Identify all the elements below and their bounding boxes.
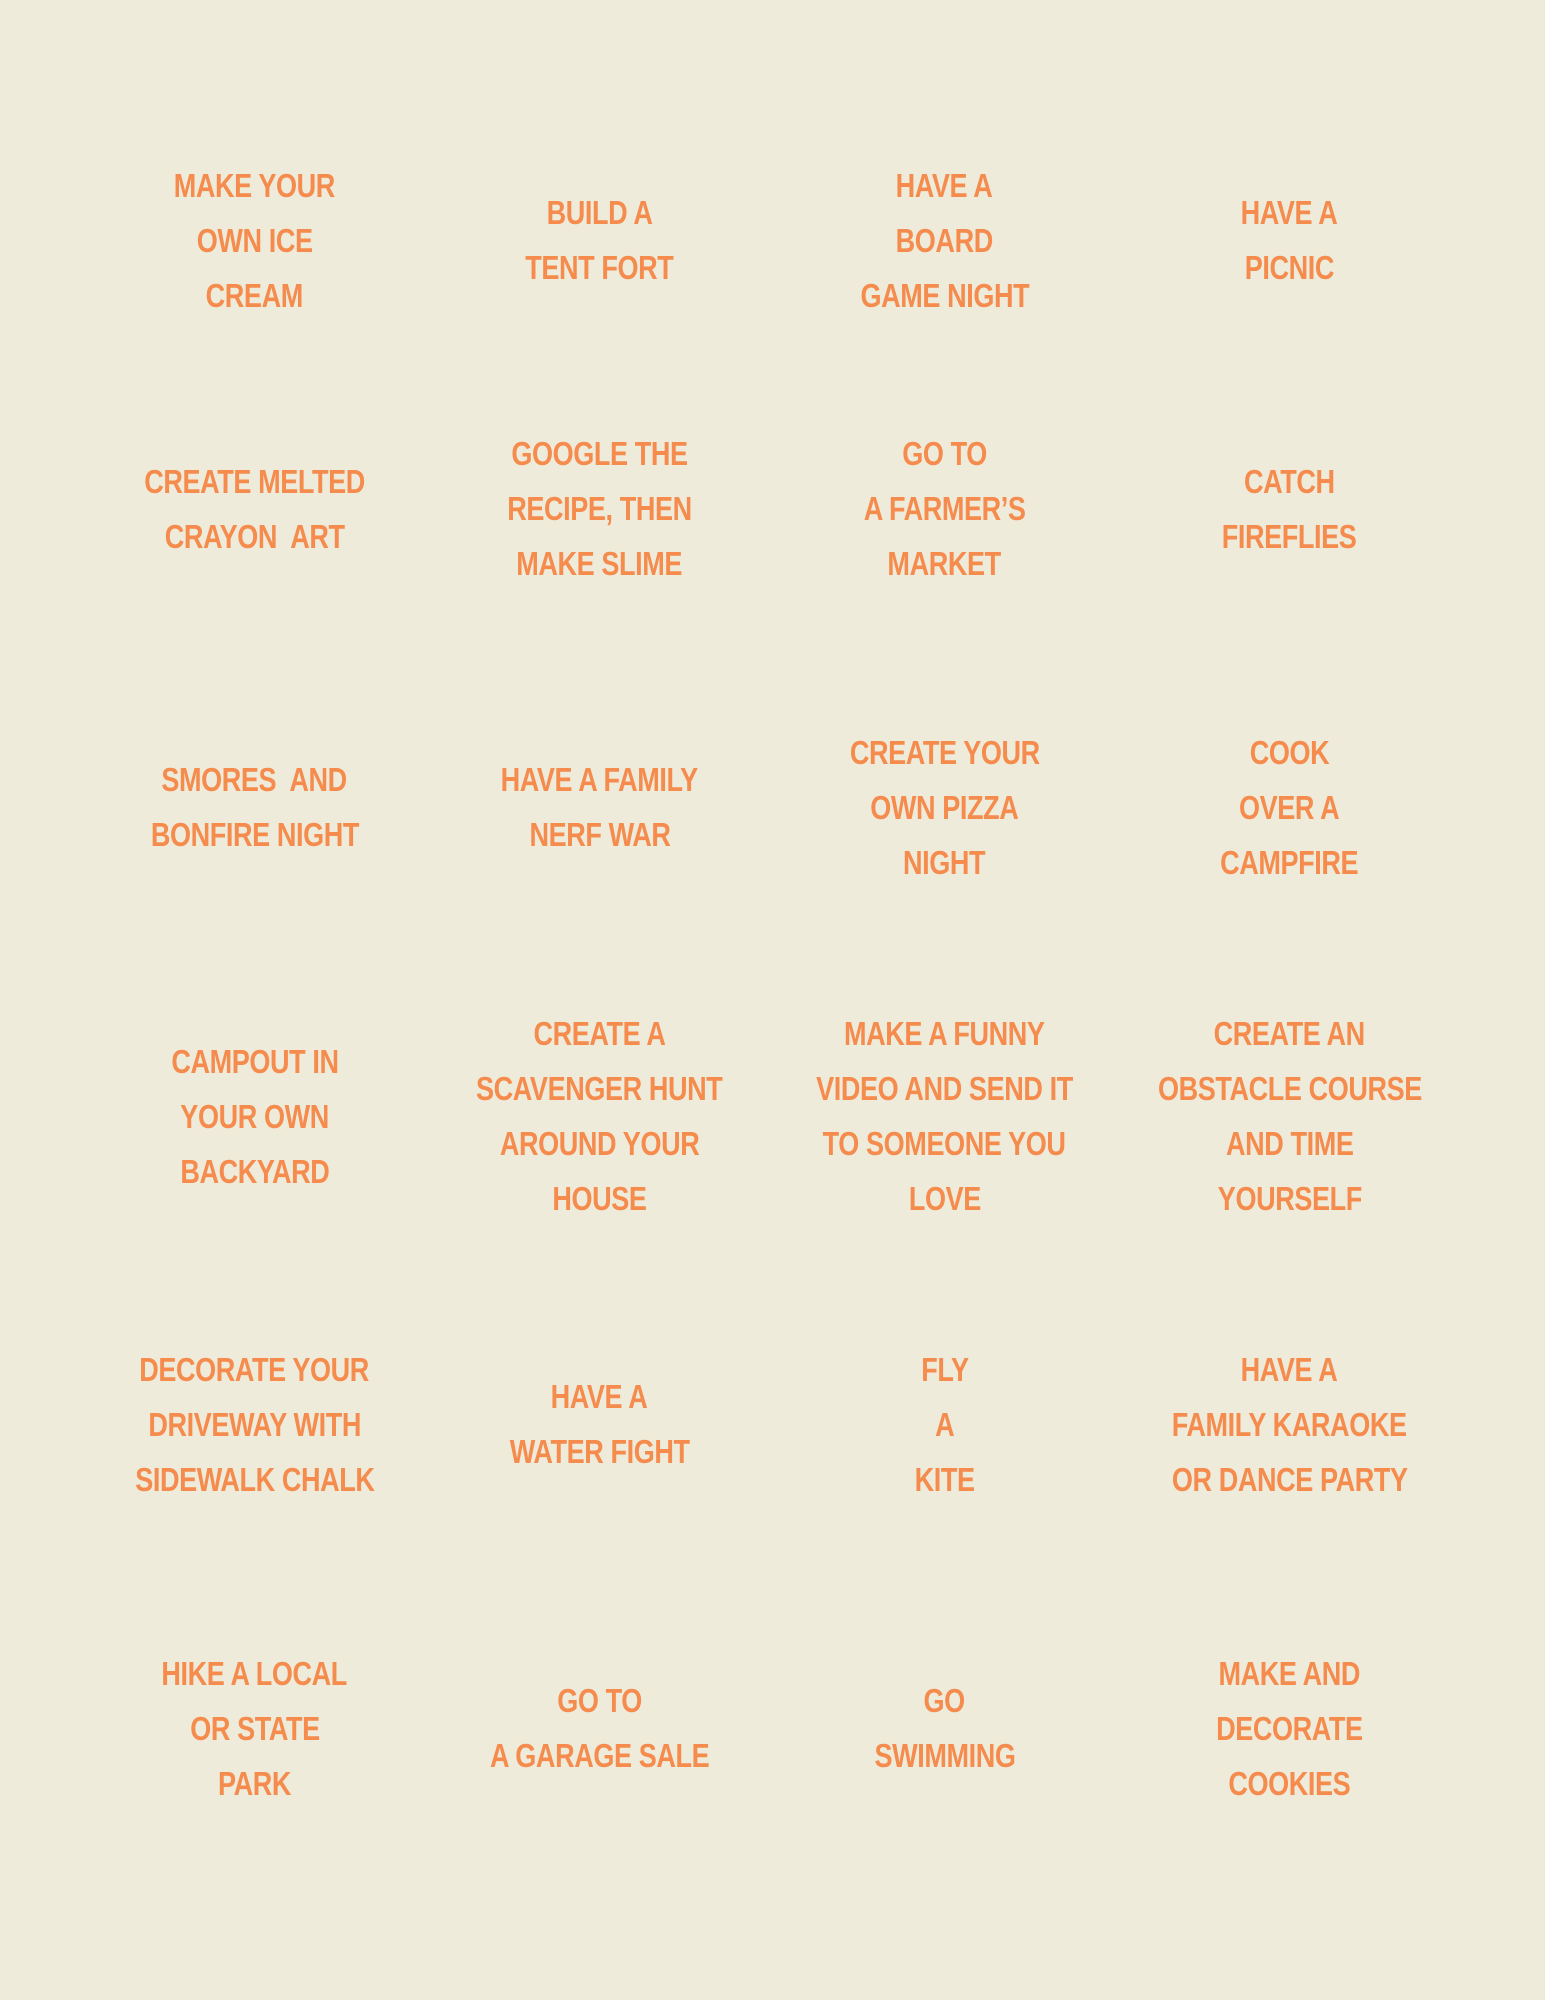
activity-text-line: GO TO (902, 435, 987, 472)
activity-card-crayon-art (82, 360, 427, 657)
activity-text-line: GOOGLE THE (511, 435, 688, 472)
activity-text-line: CREATE A (533, 1015, 666, 1052)
activity-text-line: VIDEO AND SEND IT (816, 1070, 1073, 1107)
activity-text-line: MAKE A FUNNY (844, 1015, 1045, 1052)
activity-text-line: OR STATE (189, 1709, 320, 1747)
activity-card-slime (427, 360, 772, 657)
activity-text-line: HAVE A (1241, 1350, 1338, 1388)
activity-text-line: OR DANCE PARTY (1171, 1460, 1408, 1498)
activity-card-karaoke-dance-party (1117, 1275, 1462, 1573)
activity-text-line: HAVE A (896, 166, 993, 204)
activity-card-hike-park (82, 1573, 427, 1883)
activity-text-line: CREATE YOUR (849, 733, 1040, 771)
activity-text-line: GO (923, 1682, 966, 1719)
activity-text-line: GAME NIGHT (860, 276, 1029, 314)
activity-text-line: MAKE YOUR (173, 166, 336, 204)
activity-text-line: A GARAGE SALE (489, 1737, 710, 1774)
activity-text-line: AROUND YOUR (499, 1125, 700, 1162)
activity-text-line: FAMILY KARAOKE (1172, 1405, 1407, 1443)
activity-text-line: WATER FIGHT (509, 1433, 690, 1470)
activity-card-farmers-market (772, 360, 1117, 657)
activity-text-line: FIREFLIES (1222, 517, 1357, 555)
activity-card-pizza-night (772, 657, 1117, 957)
activity-text-line: CAMPFIRE (1220, 843, 1359, 881)
activity-text-line: RECIPE, THEN (507, 490, 692, 527)
activity-text-line: SIDEWALK CHALK (134, 1460, 375, 1498)
activity-text-line: BACKYARD (179, 1152, 330, 1190)
activity-text-line: CREATE AN (1213, 1015, 1366, 1052)
activity-text-line: A FARMER’S (863, 490, 1026, 527)
activity-card-garage-sale (427, 1573, 772, 1883)
activity-text-line: OWN PIZZA (870, 788, 1019, 826)
activity-text-line: CATCH (1244, 462, 1335, 500)
activity-card-make-ice-cream (82, 120, 427, 360)
activity-card-bonfire-night (82, 657, 427, 957)
activity-text-line: TO SOMEONE YOU (823, 1125, 1066, 1162)
activity-text-line: COOKIES (1228, 1764, 1351, 1802)
activity-text-line: COOK (1249, 733, 1330, 771)
activity-text-line: BONFIRE NIGHT (150, 816, 359, 853)
activity-text-line: OBSTACLE COURSE (1157, 1070, 1422, 1107)
activity-text-line: OWN ICE (196, 221, 313, 259)
activity-text-line: CRAYON ART (164, 517, 345, 555)
activity-text-line: DRIVEWAY WITH (148, 1405, 361, 1443)
activity-text-line: YOURSELF (1217, 1180, 1362, 1217)
activity-text-line: DECORATE (1216, 1709, 1363, 1747)
activity-card-picnic (1117, 120, 1462, 360)
activity-card-campfire (1117, 657, 1462, 957)
activity-text-line: MAKE SLIME (516, 545, 683, 582)
activity-text-line: GO TO (557, 1682, 642, 1719)
activity-text-line: LOVE (908, 1180, 981, 1217)
activity-card-funny-video (772, 957, 1117, 1275)
activity-text-line: HAVE A (1241, 194, 1338, 231)
activity-text-line: OVER A (1239, 788, 1340, 826)
activity-text-line: SCAVENGER HUNT (476, 1070, 723, 1107)
activity-card-water-fight (427, 1275, 772, 1573)
activity-text-line: A (934, 1405, 955, 1443)
activity-card-sidewalk-chalk (82, 1275, 427, 1573)
activity-text-line: MAKE AND (1218, 1654, 1361, 1692)
activity-text-line: AND TIME (1225, 1125, 1354, 1162)
activity-card-obstacle-course (1117, 957, 1462, 1275)
activity-text-line: MARKET (887, 545, 1002, 582)
activity-text-line: HAVE A (551, 1378, 648, 1415)
activity-text-line: SMORES AND (161, 761, 348, 798)
activity-card-scavenger-hunt (427, 957, 772, 1275)
activity-card-fly-kite (772, 1275, 1117, 1573)
activity-card-backyard-campout (82, 957, 427, 1275)
activity-text-line: PICNIC (1244, 249, 1335, 286)
activity-text-line: TENT FORT (525, 249, 674, 286)
activity-text-line: HOUSE (552, 1180, 647, 1217)
activity-text-line: KITE (914, 1460, 975, 1498)
activity-text-line: FLY (920, 1350, 969, 1388)
activity-card-board-game-night (772, 120, 1117, 360)
activity-text-line: HAVE A FAMILY (500, 761, 699, 798)
activity-card-tent-fort (427, 120, 772, 360)
activity-card-nerf-war (427, 657, 772, 957)
activity-text-line: YOUR OWN (180, 1097, 329, 1135)
activity-text-line: HIKE A LOCAL (161, 1654, 348, 1692)
activity-text-line: BUILD A (546, 194, 653, 231)
activity-text-line: CREAM (205, 276, 304, 314)
activity-text-line: NERF WAR (528, 816, 671, 853)
activity-card-swimming (772, 1573, 1117, 1883)
activity-grid (82, 120, 1462, 1890)
activity-text-line: PARK (217, 1764, 292, 1802)
activity-card-decorate-cookies (1117, 1573, 1462, 1883)
activity-text-line: SWIMMING (873, 1737, 1016, 1774)
activity-card-fireflies (1117, 360, 1462, 657)
activity-text-line: CAMPOUT IN (170, 1042, 339, 1080)
activity-text-line: BOARD (895, 221, 994, 259)
activity-text-line: DECORATE YOUR (139, 1350, 370, 1388)
activity-text-line: NIGHT (903, 843, 986, 881)
activity-text-line: CREATE MELTED (144, 462, 365, 500)
